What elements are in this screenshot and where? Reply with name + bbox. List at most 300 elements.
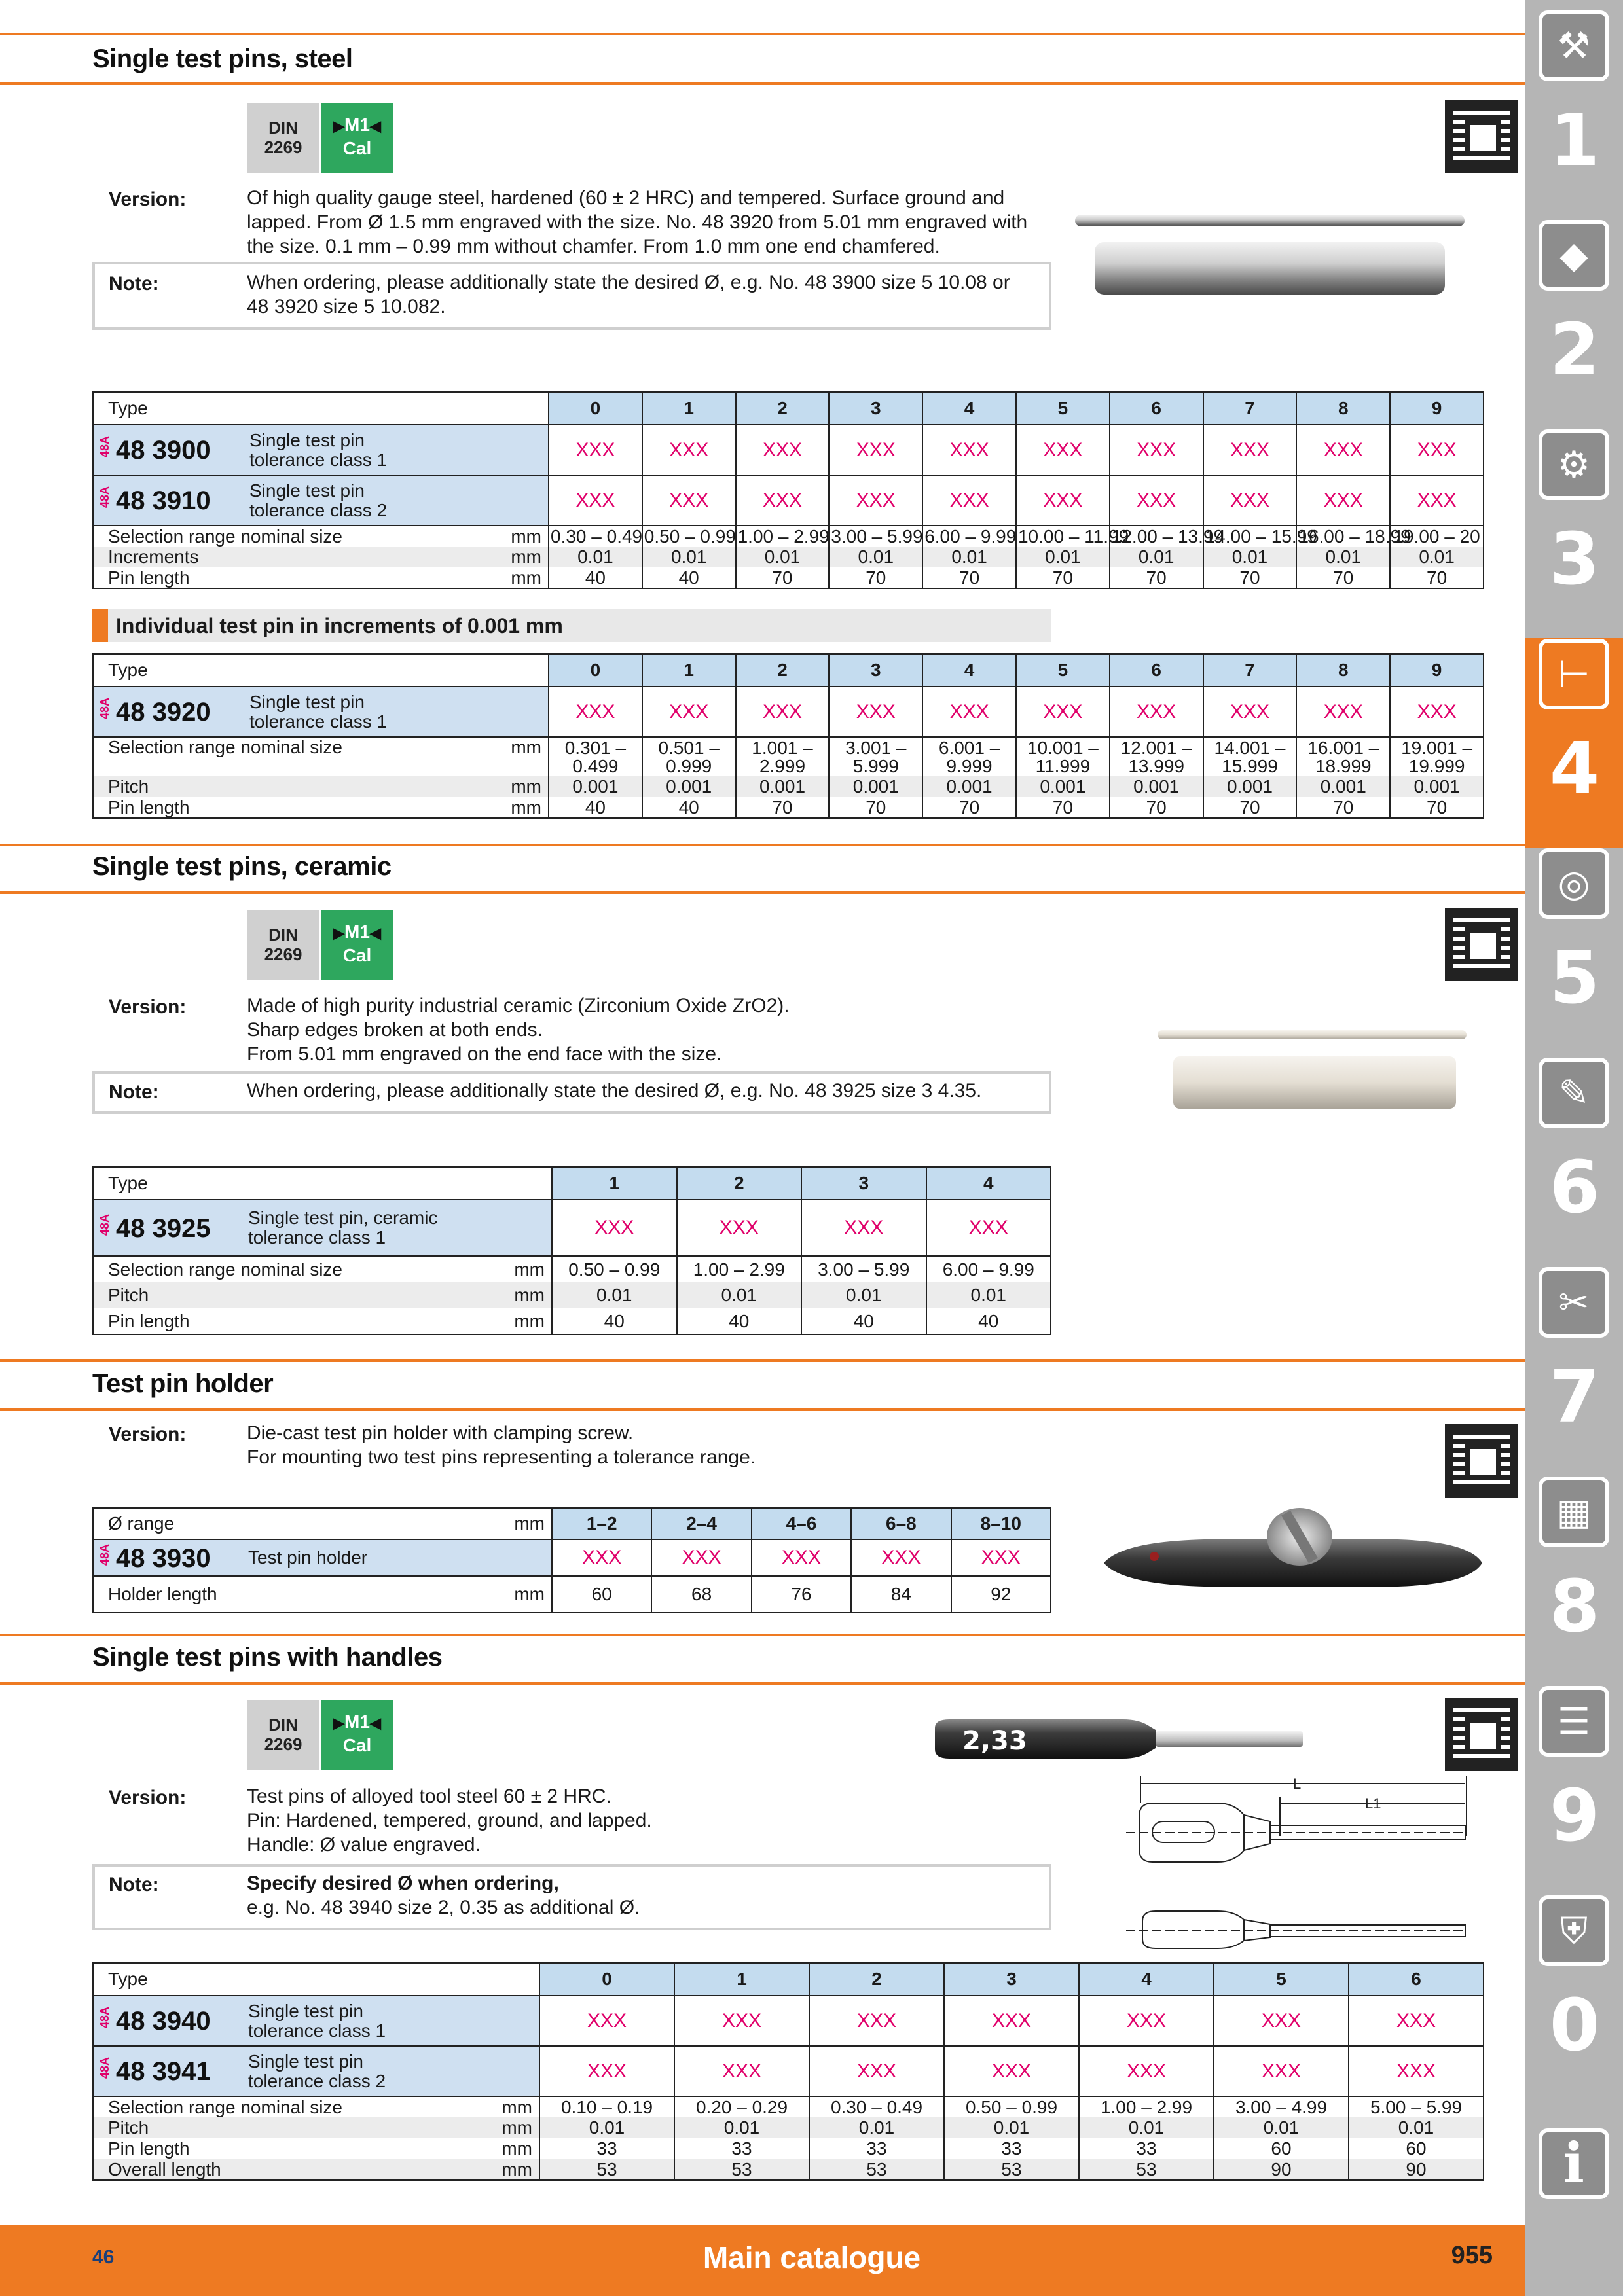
article-description: Single test pin tolerance class 1 xyxy=(248,2000,386,2041)
column-header: 0 xyxy=(539,1963,674,1996)
type-label: Type xyxy=(93,654,393,687)
row-unit: mm xyxy=(393,1282,552,1308)
note-label: Note: xyxy=(109,273,159,295)
section-rule xyxy=(0,1634,1525,1636)
cell-value: 1.00 – 2.99 xyxy=(736,526,830,547)
article-cell xyxy=(93,425,549,475)
cell-value: 0.01 xyxy=(736,547,830,567)
steel-pin-image xyxy=(1074,208,1473,296)
price-cell[interactable]: XXX xyxy=(677,1200,802,1256)
price-cell[interactable]: XXX xyxy=(829,425,922,475)
price-cell[interactable]: XXX xyxy=(736,687,830,737)
article-number: 48 3900 xyxy=(116,436,211,465)
price-cell[interactable]: XXX xyxy=(1214,1996,1349,2046)
chapter-number[interactable]: 7 xyxy=(1549,1355,1600,1439)
din-badge: DIN 2269 xyxy=(247,910,319,980)
section-rule xyxy=(0,1359,1525,1362)
cell-value: 0.20 – 0.29 xyxy=(674,2096,809,2117)
section-rule xyxy=(0,1682,1525,1685)
category-tag: 48A xyxy=(98,2007,111,2029)
cell-value: 10.001 – 11.999 xyxy=(1016,737,1110,776)
article-cell xyxy=(93,687,549,737)
cell-value: 0.01 xyxy=(549,547,642,567)
article-description: Single test pin tolerance class 2 xyxy=(249,480,388,520)
cell-value: 0.01 xyxy=(1390,547,1484,567)
row-unit: mm xyxy=(393,2096,539,2117)
cell-value: 70 xyxy=(922,567,1016,588)
cell-value: 70 xyxy=(1110,567,1203,588)
chapter-number[interactable]: 2 xyxy=(1549,308,1600,391)
cell-value: 0.50 – 0.99 xyxy=(552,1256,677,1282)
chapter-number[interactable]: 3 xyxy=(1549,517,1600,601)
version-label: Version: xyxy=(109,996,187,1018)
cell-value: 53 xyxy=(944,2159,1079,2180)
price-cell[interactable]: XXX xyxy=(539,2046,674,2096)
row-unit: mm xyxy=(393,1308,552,1335)
cell-value: 40 xyxy=(926,1308,1051,1335)
price-cell[interactable]: XXX xyxy=(1079,2046,1214,2096)
price-cell[interactable]: XXX xyxy=(1203,687,1297,737)
ceramic-pin-image xyxy=(1152,1026,1480,1111)
ceramic-pins-table xyxy=(92,1166,1051,1335)
column-header: 9 xyxy=(1390,654,1484,687)
cell-value: 0.01 xyxy=(1214,2117,1349,2138)
cell-value: 0.001 xyxy=(1390,776,1484,797)
cell-value: 1.00 – 2.99 xyxy=(1079,2096,1214,2117)
cell-value: 84 xyxy=(851,1576,951,1613)
column-header: 2 xyxy=(736,654,830,687)
price-cell[interactable]: XXX xyxy=(642,475,736,526)
section-title-holder: Test pin holder xyxy=(92,1369,274,1398)
column-header: 3 xyxy=(829,654,922,687)
column-header: 1 xyxy=(642,654,736,687)
cell-value: 0.001 xyxy=(736,776,830,797)
column-header: 5 xyxy=(1214,1963,1349,1996)
cell-value: 70 xyxy=(1390,797,1484,818)
m1-cal-badge: ▶M1◀ Cal xyxy=(321,103,393,173)
version-text: Test pins of alloyed tool steel 60 ± 2 HRC. Pin: Hardened, tempered, ground, and lapped. Handle: Ø value engraved. xyxy=(247,1785,652,1856)
cell-value: 3.00 – 5.99 xyxy=(801,1256,926,1282)
row-label: Pitch xyxy=(93,776,393,797)
price-cell[interactable]: XXX xyxy=(1390,475,1484,526)
column-header: 8 xyxy=(1296,654,1390,687)
steel-pins-table xyxy=(92,391,1484,589)
price-cell[interactable]: XXX xyxy=(1110,687,1203,737)
price-cell[interactable]: XXX xyxy=(674,2046,809,2096)
column-header: 5 xyxy=(1016,654,1110,687)
price-cell[interactable]: XXX xyxy=(809,1996,944,2046)
category-tag: 48A xyxy=(98,486,111,509)
column-header: 4 xyxy=(926,1167,1051,1200)
cell-value: 14.00 – 15.99 xyxy=(1203,526,1297,547)
version-text: Die-cast test pin holder with clamping screw. For mounting two test pins representing a tolerance range. xyxy=(247,1422,756,1468)
column-header: 4 xyxy=(1079,1963,1214,1996)
chapter-number[interactable]: 4 xyxy=(1549,726,1600,810)
row-label: Pitch xyxy=(93,2117,393,2138)
cell-value: 70 xyxy=(1016,797,1110,818)
cell-value: 0.01 xyxy=(809,2117,944,2138)
cell-value: 0.01 xyxy=(1110,547,1203,567)
column-header: 8–10 xyxy=(951,1508,1051,1539)
cell-value: 60 xyxy=(552,1576,651,1613)
article-description: Single test pin tolerance class 1 xyxy=(249,429,388,470)
cell-value: 0.30 – 0.49 xyxy=(549,526,642,547)
handle-pin-image xyxy=(930,1712,1467,1960)
insert-icon[interactable]: ◆ xyxy=(1539,220,1609,291)
row-unit: mm xyxy=(393,567,549,588)
cell-value: 40 xyxy=(677,1308,802,1335)
cell-value: 0.01 xyxy=(642,547,736,567)
column-header: 2 xyxy=(809,1963,944,1996)
price-cell[interactable]: XXX xyxy=(851,1539,951,1576)
chapter-number[interactable]: 9 xyxy=(1549,1774,1600,1857)
cell-value: 1.00 – 2.99 xyxy=(677,1256,802,1282)
dim-L1-label: L1 xyxy=(1365,1795,1381,1812)
cell-value: 19.00 – 20 xyxy=(1390,526,1484,547)
chapter-number[interactable]: 8 xyxy=(1549,1564,1600,1648)
category-tag: 48A xyxy=(98,1213,111,1236)
holder-image xyxy=(1100,1503,1486,1601)
article-description: Single test pin tolerance class 1 xyxy=(249,691,388,732)
row-unit: mm xyxy=(393,1256,552,1282)
column-header: 5 xyxy=(1016,392,1110,425)
chapter-number[interactable]: 6 xyxy=(1549,1145,1600,1229)
price-cell[interactable]: XXX xyxy=(736,475,830,526)
price-cell[interactable]: XXX xyxy=(829,475,922,526)
article-number: 48 3925 xyxy=(116,1213,211,1243)
din-badge: DIN 2269 xyxy=(247,103,319,173)
cell-value: 3.001 – 5.999 xyxy=(829,737,922,776)
cell-value: 53 xyxy=(539,2159,674,2180)
section-rule xyxy=(0,82,1525,85)
price-cell[interactable]: XXX xyxy=(944,1996,1079,2046)
column-header: 2–4 xyxy=(651,1508,751,1539)
column-header: 1 xyxy=(674,1963,809,1996)
row-unit: mm xyxy=(393,526,549,547)
column-header: 4 xyxy=(922,654,1016,687)
column-header: 3 xyxy=(801,1167,926,1200)
price-cell[interactable]: XXX xyxy=(1390,425,1484,475)
note-label: Note: xyxy=(109,1081,159,1103)
section-rule xyxy=(0,33,1525,35)
column-header: 4–6 xyxy=(752,1508,851,1539)
type-label: Type xyxy=(93,1167,393,1200)
subsection-heading: Individual test pin in increments of 0.001 mm xyxy=(92,609,1051,642)
price-cell[interactable]: XXX xyxy=(1016,425,1110,475)
article-cell xyxy=(93,2046,539,2096)
cell-value: 12.001 – 13.999 xyxy=(1110,737,1203,776)
version-label: Version: xyxy=(109,1424,187,1445)
article-number: 48 3941 xyxy=(116,2057,211,2087)
version-label: Version: xyxy=(109,188,187,210)
cell-value: 14.001 – 15.999 xyxy=(1203,737,1297,776)
cell-value: 0.01 xyxy=(829,547,922,567)
type-unit: mm xyxy=(393,1508,552,1539)
price-cell[interactable]: XXX xyxy=(1016,687,1110,737)
cell-value: 0.50 – 0.99 xyxy=(642,526,736,547)
column-header: 1–2 xyxy=(552,1508,651,1539)
cell-value: 40 xyxy=(642,567,736,588)
column-header: 1 xyxy=(642,392,736,425)
price-cell[interactable]: XXX xyxy=(752,1539,851,1576)
price-cell[interactable]: XXX xyxy=(801,1200,926,1256)
price-cell[interactable]: XXX xyxy=(549,425,642,475)
note-text: Specify desired Ø when ordering, e.g. No. 48 3940 size 2, 0.35 as additional Ø. xyxy=(247,1873,640,1918)
cell-value: 0.01 xyxy=(922,547,1016,567)
cell-value: 0.01 xyxy=(1349,2117,1484,2138)
article-cell xyxy=(93,475,549,526)
column-header: 0 xyxy=(549,392,642,425)
price-cell[interactable]: XXX xyxy=(926,1200,1051,1256)
cell-value: 0.01 xyxy=(1016,547,1110,567)
price-cell[interactable]: XXX xyxy=(944,2046,1079,2096)
holder-table xyxy=(92,1507,1051,1613)
section-title-ceramic: Single test pins, ceramic xyxy=(92,852,392,881)
price-cell[interactable]: XXX xyxy=(642,425,736,475)
section-rule xyxy=(0,844,1525,846)
footer-page-right: 955 xyxy=(1451,2242,1493,2269)
drill-icon[interactable]: ⚒ xyxy=(1539,10,1609,81)
article-description: Single test pin, ceramic tolerance class 1 xyxy=(248,1208,438,1247)
article-description: Single test pin tolerance class 2 xyxy=(248,2051,386,2091)
article-description: Test pin holder xyxy=(248,1547,368,1568)
cell-value: 0.001 xyxy=(1016,776,1110,797)
toolbox-icon[interactable]: ▦ xyxy=(1539,1477,1609,1547)
qr-code[interactable] xyxy=(1445,908,1518,981)
cell-value: 76 xyxy=(752,1576,851,1613)
cell-value: 40 xyxy=(642,797,736,818)
cell-value: 0.001 xyxy=(549,776,642,797)
price-cell[interactable]: XXX xyxy=(1110,425,1203,475)
article-number: 48 3910 xyxy=(116,486,211,516)
cell-value: 0.30 – 0.49 xyxy=(809,2096,944,2117)
m1-cal-badge: ▶M1◀ Cal xyxy=(321,1700,393,1770)
wrench-icon[interactable]: ✎ xyxy=(1539,1058,1609,1128)
row-unit: mm xyxy=(393,2138,539,2159)
cell-value: 53 xyxy=(674,2159,809,2180)
row-label: Selection range nominal size xyxy=(93,737,393,776)
price-cell[interactable]: XXX xyxy=(674,1996,809,2046)
type-unit xyxy=(393,1963,539,1996)
row-label: Pin length xyxy=(93,2138,393,2159)
price-cell[interactable]: XXX xyxy=(539,1996,674,2046)
type-unit xyxy=(393,392,549,425)
chapter-number[interactable]: 0 xyxy=(1549,1983,1600,2067)
row-label: Selection range nominal size xyxy=(93,2096,393,2117)
price-cell[interactable]: XXX xyxy=(1349,1996,1484,2046)
row-label: Pin length xyxy=(93,797,393,818)
cell-value: 0.001 xyxy=(829,776,922,797)
column-header: 3 xyxy=(829,392,922,425)
column-header: 9 xyxy=(1390,392,1484,425)
increment-pins-table xyxy=(92,653,1484,819)
type-label: Type xyxy=(93,392,393,425)
chapter-number[interactable]: 1 xyxy=(1549,98,1600,182)
price-cell[interactable]: XXX xyxy=(1296,475,1390,526)
price-cell[interactable]: XXX xyxy=(1016,475,1110,526)
price-cell[interactable]: XXX xyxy=(549,475,642,526)
cell-value: 3.00 – 4.99 xyxy=(1214,2096,1349,2117)
cell-value: 40 xyxy=(549,567,642,588)
cell-value: 19.001 – 19.999 xyxy=(1390,737,1484,776)
type-label: Type xyxy=(93,1963,393,1996)
footer-page-left: 46 xyxy=(92,2246,115,2268)
cell-value: 70 xyxy=(1203,797,1297,818)
article-number: 48 3940 xyxy=(116,2007,211,2036)
price-cell[interactable]: XXX xyxy=(1203,475,1297,526)
cell-value: 53 xyxy=(1079,2159,1214,2180)
article-cell xyxy=(93,1996,539,2046)
price-cell[interactable]: XXX xyxy=(922,475,1016,526)
column-header: 6 xyxy=(1110,654,1203,687)
version-text: Of high quality gauge steel, hardened (60 ± 2 HRC) and tempered. Surface ground and lapped. From Ø 1.5 mm engraved with the size. No. 48 3920 from 5.01 mm engraved with the size. 0.1 mm – 0.99 mm without chamfer. From 1.0 mm one end chamfered. xyxy=(247,187,1028,257)
dim-L-label: L xyxy=(1293,1776,1302,1792)
cell-value: 92 xyxy=(951,1576,1051,1613)
pliers-icon[interactable]: ✂ xyxy=(1539,1267,1609,1338)
cell-value: 53 xyxy=(809,2159,944,2180)
price-cell[interactable]: XXX xyxy=(1296,687,1390,737)
cell-value: 60 xyxy=(1349,2138,1484,2159)
cell-value: 33 xyxy=(944,2138,1079,2159)
article-number: 48 3930 xyxy=(116,1543,211,1573)
row-unit: mm xyxy=(393,2159,539,2180)
price-cell[interactable]: XXX xyxy=(1214,2046,1349,2096)
price-cell[interactable]: XXX xyxy=(1079,1996,1214,2046)
cell-value: 0.01 xyxy=(1203,547,1297,567)
info-icon[interactable]: i xyxy=(1539,2128,1609,2199)
cell-value: 0.01 xyxy=(801,1282,926,1308)
note-text: When ordering, please additionally state the desired Ø, e.g. No. 48 3925 size 3 4.35. xyxy=(247,1080,982,1102)
note-label: Note: xyxy=(109,1874,159,1895)
cell-value: 0.01 xyxy=(539,2117,674,2138)
cell-value: 33 xyxy=(539,2138,674,2159)
price-cell[interactable]: XXX xyxy=(1390,687,1484,737)
category-tag: 48A xyxy=(98,436,111,458)
column-header: 8 xyxy=(1296,392,1390,425)
cell-value: 33 xyxy=(674,2138,809,2159)
row-unit: mm xyxy=(393,2117,539,2138)
category-tag: 48A xyxy=(98,1543,111,1566)
cell-value: 70 xyxy=(736,567,830,588)
cell-value: 70 xyxy=(1016,567,1110,588)
price-cell[interactable]: XXX xyxy=(736,425,830,475)
row-label: Increments xyxy=(93,547,393,567)
cell-value: 0.50 – 0.99 xyxy=(944,2096,1079,2117)
cell-value: 0.01 xyxy=(926,1282,1051,1308)
column-header: 7 xyxy=(1203,392,1297,425)
qr-code[interactable] xyxy=(1445,1424,1518,1498)
chapter-number[interactable]: 5 xyxy=(1549,936,1600,1020)
cell-value: 0.01 xyxy=(677,1282,802,1308)
cell-value: 70 xyxy=(1110,797,1203,818)
cell-value: 70 xyxy=(829,567,922,588)
cell-value: 0.10 – 0.19 xyxy=(539,2096,674,2117)
price-cell[interactable]: XXX xyxy=(1110,475,1203,526)
chuck-icon[interactable]: ⚙ xyxy=(1539,429,1609,500)
price-cell[interactable]: XXX xyxy=(552,1200,677,1256)
cell-value: 60 xyxy=(1214,2138,1349,2159)
price-cell[interactable]: XXX xyxy=(651,1539,751,1576)
article-number: 48 3920 xyxy=(116,698,211,727)
article-cell xyxy=(93,1200,552,1256)
cell-value: 70 xyxy=(1296,797,1390,818)
price-cell[interactable]: XXX xyxy=(1349,2046,1484,2096)
row-label: Pin length xyxy=(93,567,393,588)
row-unit: mm xyxy=(393,776,549,797)
qr-code[interactable] xyxy=(1445,100,1518,173)
cell-value: 68 xyxy=(651,1576,751,1613)
type-label: Ø range xyxy=(93,1508,393,1539)
m1-cal-badge: ▶M1◀ Cal xyxy=(321,910,393,980)
row-unit: mm xyxy=(393,737,549,776)
safety-icon[interactable]: ⛨ xyxy=(1539,1895,1609,1966)
cell-value: 70 xyxy=(1203,567,1297,588)
cell-value: 40 xyxy=(552,1308,677,1335)
cell-value: 90 xyxy=(1349,2159,1484,2180)
type-unit xyxy=(393,654,549,687)
din-badge: DIN 2269 xyxy=(247,1700,319,1770)
column-header: 3 xyxy=(944,1963,1079,1996)
cell-value: 0.01 xyxy=(944,2117,1079,2138)
cell-value: 33 xyxy=(809,2138,944,2159)
version-text: Made of high purity industrial ceramic (Zirconium Oxide ZrO2). Sharp edges broken at both ends. From 5.01 mm engraved on the end face with the size. xyxy=(247,995,790,1065)
caliper-icon[interactable]: ⊢ xyxy=(1539,639,1609,709)
column-header: 2 xyxy=(736,392,830,425)
cell-value: 0.001 xyxy=(1296,776,1390,797)
cell-value: 0.501 – 0.999 xyxy=(642,737,736,776)
saw-icon[interactable]: ◎ xyxy=(1539,848,1609,919)
cell-value: 0.01 xyxy=(674,2117,809,2138)
section-title-handles: Single test pins with handles xyxy=(92,1643,443,1672)
row-unit: mm xyxy=(393,797,549,818)
price-cell[interactable]: XXX xyxy=(549,687,642,737)
column-header: 0 xyxy=(549,654,642,687)
column-header: 7 xyxy=(1203,654,1297,687)
note-text: When ordering, please additionally state the desired Ø, e.g. No. 48 3900 size 5 10.08 or 48 3920 size 5 10.082. xyxy=(247,272,1010,317)
type-unit xyxy=(393,1167,552,1200)
cabinet-icon[interactable]: ☰ xyxy=(1539,1686,1609,1757)
row-label: Pin length xyxy=(93,1308,393,1335)
cell-value: 70 xyxy=(1390,567,1484,588)
price-cell[interactable]: XXX xyxy=(809,2046,944,2096)
price-cell[interactable]: XXX xyxy=(829,687,922,737)
price-cell[interactable]: XXX xyxy=(922,425,1016,475)
price-cell[interactable]: XXX xyxy=(1203,425,1297,475)
handle-pins-table xyxy=(92,1962,1484,2181)
column-header: 6–8 xyxy=(851,1508,951,1539)
cell-value: 0.001 xyxy=(1110,776,1203,797)
column-header: 6 xyxy=(1349,1963,1484,1996)
price-cell[interactable]: XXX xyxy=(922,687,1016,737)
cell-value: 0.01 xyxy=(1296,547,1390,567)
price-cell[interactable]: XXX xyxy=(951,1539,1051,1576)
cell-value: 6.00 – 9.99 xyxy=(926,1256,1051,1282)
section-rule xyxy=(0,1408,1525,1411)
cell-value: 0.001 xyxy=(642,776,736,797)
price-cell[interactable]: XXX xyxy=(1296,425,1390,475)
price-cell[interactable]: XXX xyxy=(552,1539,651,1576)
column-header: 4 xyxy=(922,392,1016,425)
cell-value: 40 xyxy=(801,1308,926,1335)
cell-value: 6.001 – 9.999 xyxy=(922,737,1016,776)
cell-value: 16.00 – 18.99 xyxy=(1296,526,1390,547)
version-label: Version: xyxy=(109,1787,187,1808)
cell-value: 1.001 – 2.999 xyxy=(736,737,830,776)
row-label: Selection range nominal size xyxy=(93,1256,393,1282)
cell-value: 12.00 – 13.99 xyxy=(1110,526,1203,547)
price-cell[interactable]: XXX xyxy=(642,687,736,737)
cell-value: 0.001 xyxy=(922,776,1016,797)
